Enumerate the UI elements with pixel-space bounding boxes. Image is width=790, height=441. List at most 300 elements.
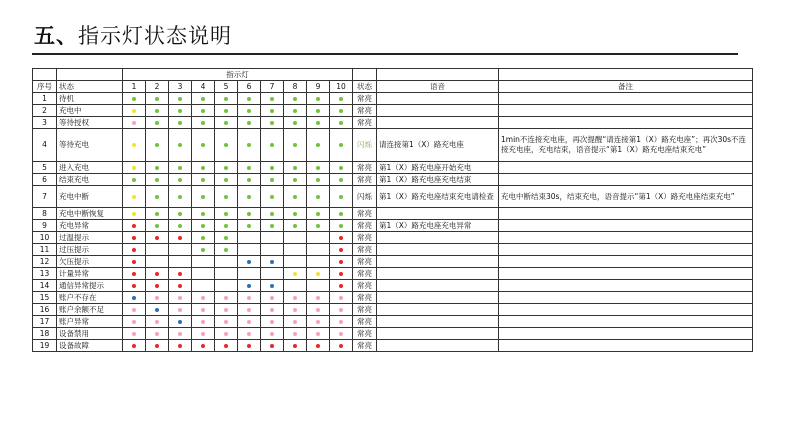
indicator-dot-icon [132,121,136,125]
light-cell [123,186,146,208]
indicator-dot-icon [339,236,343,240]
table-row [33,244,753,256]
indicator-dot-icon [178,236,182,240]
row-status: 设备禁用 [57,328,123,340]
light-cell [123,117,146,129]
row-note [499,105,753,117]
light-cell [330,162,353,174]
row-voice [377,244,499,256]
light-cell [146,220,169,232]
light-cell [146,186,169,208]
indicator-dot-icon [178,332,182,336]
indicator-dot-icon [132,178,136,182]
indicator-dot-icon [339,121,343,125]
table-row [33,292,753,304]
header-lights-group: 指示灯 [123,69,353,81]
row-voice: 第1（X）路充电座结束充电请检查 [377,186,499,208]
light-cell [192,328,215,340]
indicator-dot-icon [316,121,320,125]
light-cell [123,129,146,162]
light-cell [330,316,353,328]
indicator-dot-icon [339,224,343,228]
indicator-dot-icon [270,308,274,312]
light-cell [238,162,261,174]
light-cell [261,117,284,129]
header-light-3: 3 [169,81,192,93]
table-row [33,220,753,232]
row-state: 常亮 [353,244,377,256]
light-cell [307,232,330,244]
light-cell [123,93,146,105]
light-cell [284,280,307,292]
row-status: 过温提示 [57,232,123,244]
row-seq: 17 [33,316,57,328]
table-row [33,208,753,220]
table-row [33,232,753,244]
light-cell [284,268,307,280]
indicator-dot-icon [247,332,251,336]
light-cell [146,174,169,186]
light-cell [330,117,353,129]
light-cell [169,117,192,129]
indicator-dot-icon [316,166,320,170]
indicator-dot-icon [155,308,159,312]
indicator-dot-icon [316,320,320,324]
indicator-dot-icon [224,195,228,199]
light-cell [215,280,238,292]
indicator-dot-icon [224,344,228,348]
row-note [499,208,753,220]
table-row [33,162,753,174]
indicator-dot-icon [224,166,228,170]
row-note [499,174,753,186]
indicator-dot-icon [201,248,205,252]
row-state: 闪烁 [353,129,377,162]
row-voice [377,105,499,117]
indicator-dot-icon [155,332,159,336]
light-cell [284,162,307,174]
indicator-dot-icon [224,121,228,125]
header-light-6: 6 [238,81,261,93]
header-light-4: 4 [192,81,215,93]
light-cell [238,105,261,117]
light-cell [123,232,146,244]
header-state: 状态 [353,81,377,93]
light-cell [123,208,146,220]
light-cell [284,208,307,220]
light-cell [192,340,215,352]
light-cell [261,244,284,256]
row-note [499,280,753,292]
light-cell [284,304,307,316]
light-cell [123,328,146,340]
row-status: 等待充电 [57,129,123,162]
row-voice [377,256,499,268]
row-status: 充电中断恢复 [57,208,123,220]
indicator-dot-icon [247,344,251,348]
indicator-dot-icon [270,344,274,348]
indicator-dot-icon [178,195,182,199]
indicator-dot-icon [247,143,251,147]
indicator-dot-icon [270,296,274,300]
indicator-dot-icon [316,143,320,147]
light-cell [123,304,146,316]
row-seq: 6 [33,174,57,186]
light-cell [192,105,215,117]
light-cell [284,220,307,232]
light-cell [169,328,192,340]
indicator-dot-icon [224,224,228,228]
indicator-dot-icon [132,143,136,147]
light-cell [330,93,353,105]
light-cell [215,174,238,186]
light-cell [215,208,238,220]
indicator-dot-icon [247,224,251,228]
row-note [499,328,753,340]
indicator-dot-icon [270,97,274,101]
light-cell [284,316,307,328]
row-note [499,220,753,232]
indicator-dot-icon [224,236,228,240]
row-voice [377,304,499,316]
light-cell [330,256,353,268]
header-blank [33,69,57,81]
indicator-dot-icon [224,143,228,147]
indicator-dot-icon [339,212,343,216]
light-cell [169,105,192,117]
indicator-dot-icon [155,320,159,324]
light-cell [123,244,146,256]
light-cell [215,244,238,256]
light-cell [330,220,353,232]
indicator-dot-icon [293,195,297,199]
light-cell [261,340,284,352]
indicator-dot-icon [270,143,274,147]
row-state: 常亮 [353,304,377,316]
row-seq: 10 [33,232,57,244]
light-cell [123,292,146,304]
header-light-10: 10 [330,81,353,93]
table-row [33,280,753,292]
light-cell [215,268,238,280]
light-cell [146,162,169,174]
row-note [499,117,753,129]
light-cell [192,316,215,328]
light-cell [192,232,215,244]
row-note [499,316,753,328]
light-cell [261,105,284,117]
light-cell [238,328,261,340]
row-seq: 8 [33,208,57,220]
light-cell [284,186,307,208]
indicator-dot-icon [316,308,320,312]
light-cell [261,280,284,292]
light-cell [169,232,192,244]
indicator-dot-icon [247,212,251,216]
indicator-dot-icon [178,284,182,288]
light-cell [261,174,284,186]
indicator-dot-icon [247,296,251,300]
light-cell [123,220,146,232]
light-cell [123,316,146,328]
indicator-dot-icon [132,166,136,170]
indicator-dot-icon [178,320,182,324]
indicator-dot-icon [270,166,274,170]
indicator-dot-icon [339,166,343,170]
row-seq: 12 [33,256,57,268]
light-cell [284,232,307,244]
section-number: 五、 [34,24,78,48]
light-cell [169,280,192,292]
light-cell [238,174,261,186]
row-status: 结束充电 [57,174,123,186]
light-cell [307,268,330,280]
header-blank [353,69,377,81]
row-note: 1min不连接充电座，再次提醒“请连接第1（X）路充电座”；再次30s不连接充电座，充电结束，语音提示“第1（X）路充电座结束充电” [499,129,753,162]
light-cell [330,186,353,208]
indicator-dot-icon [316,178,320,182]
row-seq: 14 [33,280,57,292]
light-cell [261,316,284,328]
indicator-dot-icon [132,109,136,113]
light-cell [146,328,169,340]
indicator-dot-icon [155,121,159,125]
indicator-dot-icon [132,212,136,216]
light-cell [238,304,261,316]
light-cell [146,232,169,244]
indicator-dot-icon [293,332,297,336]
indicator-dot-icon [316,97,320,101]
row-note [499,256,753,268]
header-light-5: 5 [215,81,238,93]
light-cell [261,162,284,174]
indicator-dot-icon [201,212,205,216]
table-row [33,328,753,340]
indicator-dot-icon [316,195,320,199]
indicator-dot-icon [132,344,136,348]
indicator-dot-icon [178,178,182,182]
light-cell [169,316,192,328]
row-state: 常亮 [353,316,377,328]
light-cell [169,93,192,105]
indicator-dot-icon [339,332,343,336]
indicator-dot-icon [247,166,251,170]
row-seq: 18 [33,328,57,340]
row-seq: 13 [33,268,57,280]
row-voice [377,292,499,304]
light-cell [284,93,307,105]
light-cell [169,162,192,174]
light-cell [238,256,261,268]
indicator-dot-icon [201,195,205,199]
indicator-dot-icon [224,308,228,312]
row-voice [377,280,499,292]
indicator-dot-icon [293,178,297,182]
light-cell [146,316,169,328]
row-voice: 请连接第1（X）路充电座 [377,129,499,162]
row-seq: 7 [33,186,57,208]
light-cell [215,162,238,174]
light-cell [146,268,169,280]
row-note [499,232,753,244]
indicator-dot-icon [132,296,136,300]
indicator-dot-icon [155,224,159,228]
table-row [33,117,753,129]
light-cell [284,328,307,340]
row-voice: 第1（X）路充电座充电异常 [377,220,499,232]
light-cell [215,256,238,268]
light-cell [307,256,330,268]
light-cell [330,232,353,244]
light-cell [307,105,330,117]
row-state: 常亮 [353,105,377,117]
indicator-dot-icon [178,109,182,113]
light-cell [215,292,238,304]
light-cell [238,292,261,304]
row-status: 设备故障 [57,340,123,352]
light-cell [215,186,238,208]
row-status: 等待授权 [57,117,123,129]
indicator-dot-icon [132,195,136,199]
table-row [33,129,753,162]
indicator-dot-icon [247,195,251,199]
header-light-2: 2 [146,81,169,93]
row-status: 计量异常 [57,268,123,280]
row-voice [377,328,499,340]
light-cell [284,256,307,268]
row-seq: 2 [33,105,57,117]
page-title [34,20,232,50]
indicator-dot-icon [132,97,136,101]
light-cell [192,186,215,208]
indicator-dot-icon [155,178,159,182]
light-cell [307,292,330,304]
light-cell [169,256,192,268]
light-cell [238,232,261,244]
indicator-dot-icon [270,320,274,324]
indicator-dot-icon [201,97,205,101]
indicator-dot-icon [132,284,136,288]
light-cell [238,244,261,256]
light-cell [330,208,353,220]
indicator-dot-icon [224,332,228,336]
light-cell [238,340,261,352]
row-seq: 1 [33,93,57,105]
light-cell [169,220,192,232]
light-cell [330,244,353,256]
indicator-dot-icon [132,332,136,336]
row-state: 常亮 [353,292,377,304]
light-cell [284,117,307,129]
indicator-dot-icon [270,332,274,336]
header-voice: 语音 [377,81,499,93]
light-cell [123,162,146,174]
indicator-dot-icon [293,97,297,101]
row-seq: 4 [33,129,57,162]
light-cell [261,268,284,280]
header-light-7: 7 [261,81,284,93]
row-voice [377,208,499,220]
indicator-dot-icon [155,236,159,240]
light-cell [192,304,215,316]
indicator-dot-icon [293,344,297,348]
light-cell [330,304,353,316]
light-cell [330,105,353,117]
light-cell [215,328,238,340]
light-cell [169,186,192,208]
light-cell [123,105,146,117]
light-cell [215,220,238,232]
indicator-dot-icon [316,344,320,348]
indicator-dot-icon [247,260,251,264]
light-cell [284,105,307,117]
light-cell [192,268,215,280]
light-cell [146,93,169,105]
indicator-dot-icon [270,260,274,264]
indicator-dot-icon [201,344,205,348]
light-cell [238,129,261,162]
indicator-dot-icon [155,143,159,147]
indicator-dot-icon [339,97,343,101]
light-cell [215,117,238,129]
indicator-dot-icon [316,109,320,113]
indicator-dot-icon [316,296,320,300]
table-row [33,93,753,105]
light-cell [330,280,353,292]
indicator-dot-icon [270,121,274,125]
header-seq: 序号 [33,81,57,93]
light-cell [215,316,238,328]
row-note [499,268,753,280]
light-cell [261,220,284,232]
indicator-dot-icon [270,178,274,182]
table-row [33,316,753,328]
light-cell [307,328,330,340]
indicator-dot-icon [201,236,205,240]
light-cell [307,244,330,256]
section-title: 指示灯状态说明 [78,24,232,48]
header-note: 备注 [499,81,753,93]
indicator-dot-icon [201,320,205,324]
light-cell [261,129,284,162]
indicator-dot-icon [293,121,297,125]
light-cell [146,208,169,220]
indicator-dot-icon [201,166,205,170]
row-state: 常亮 [353,280,377,292]
table-row [33,174,753,186]
indicator-dot-icon [316,224,320,228]
row-state: 常亮 [353,340,377,352]
indicator-dot-icon [201,109,205,113]
indicator-dot-icon [339,296,343,300]
light-cell [307,304,330,316]
row-state: 闪烁 [353,186,377,208]
indicator-dot-icon [270,284,274,288]
row-state: 常亮 [353,208,377,220]
indicator-dot-icon [178,272,182,276]
row-voice: 第1（X）路充电座充电结束 [377,174,499,186]
light-cell [146,244,169,256]
light-cell [261,208,284,220]
row-state: 常亮 [353,232,377,244]
row-voice [377,93,499,105]
light-cell [192,256,215,268]
row-seq: 11 [33,244,57,256]
light-cell [238,117,261,129]
light-cell [215,304,238,316]
indicator-dot-icon [316,332,320,336]
indicator-dot-icon [132,224,136,228]
